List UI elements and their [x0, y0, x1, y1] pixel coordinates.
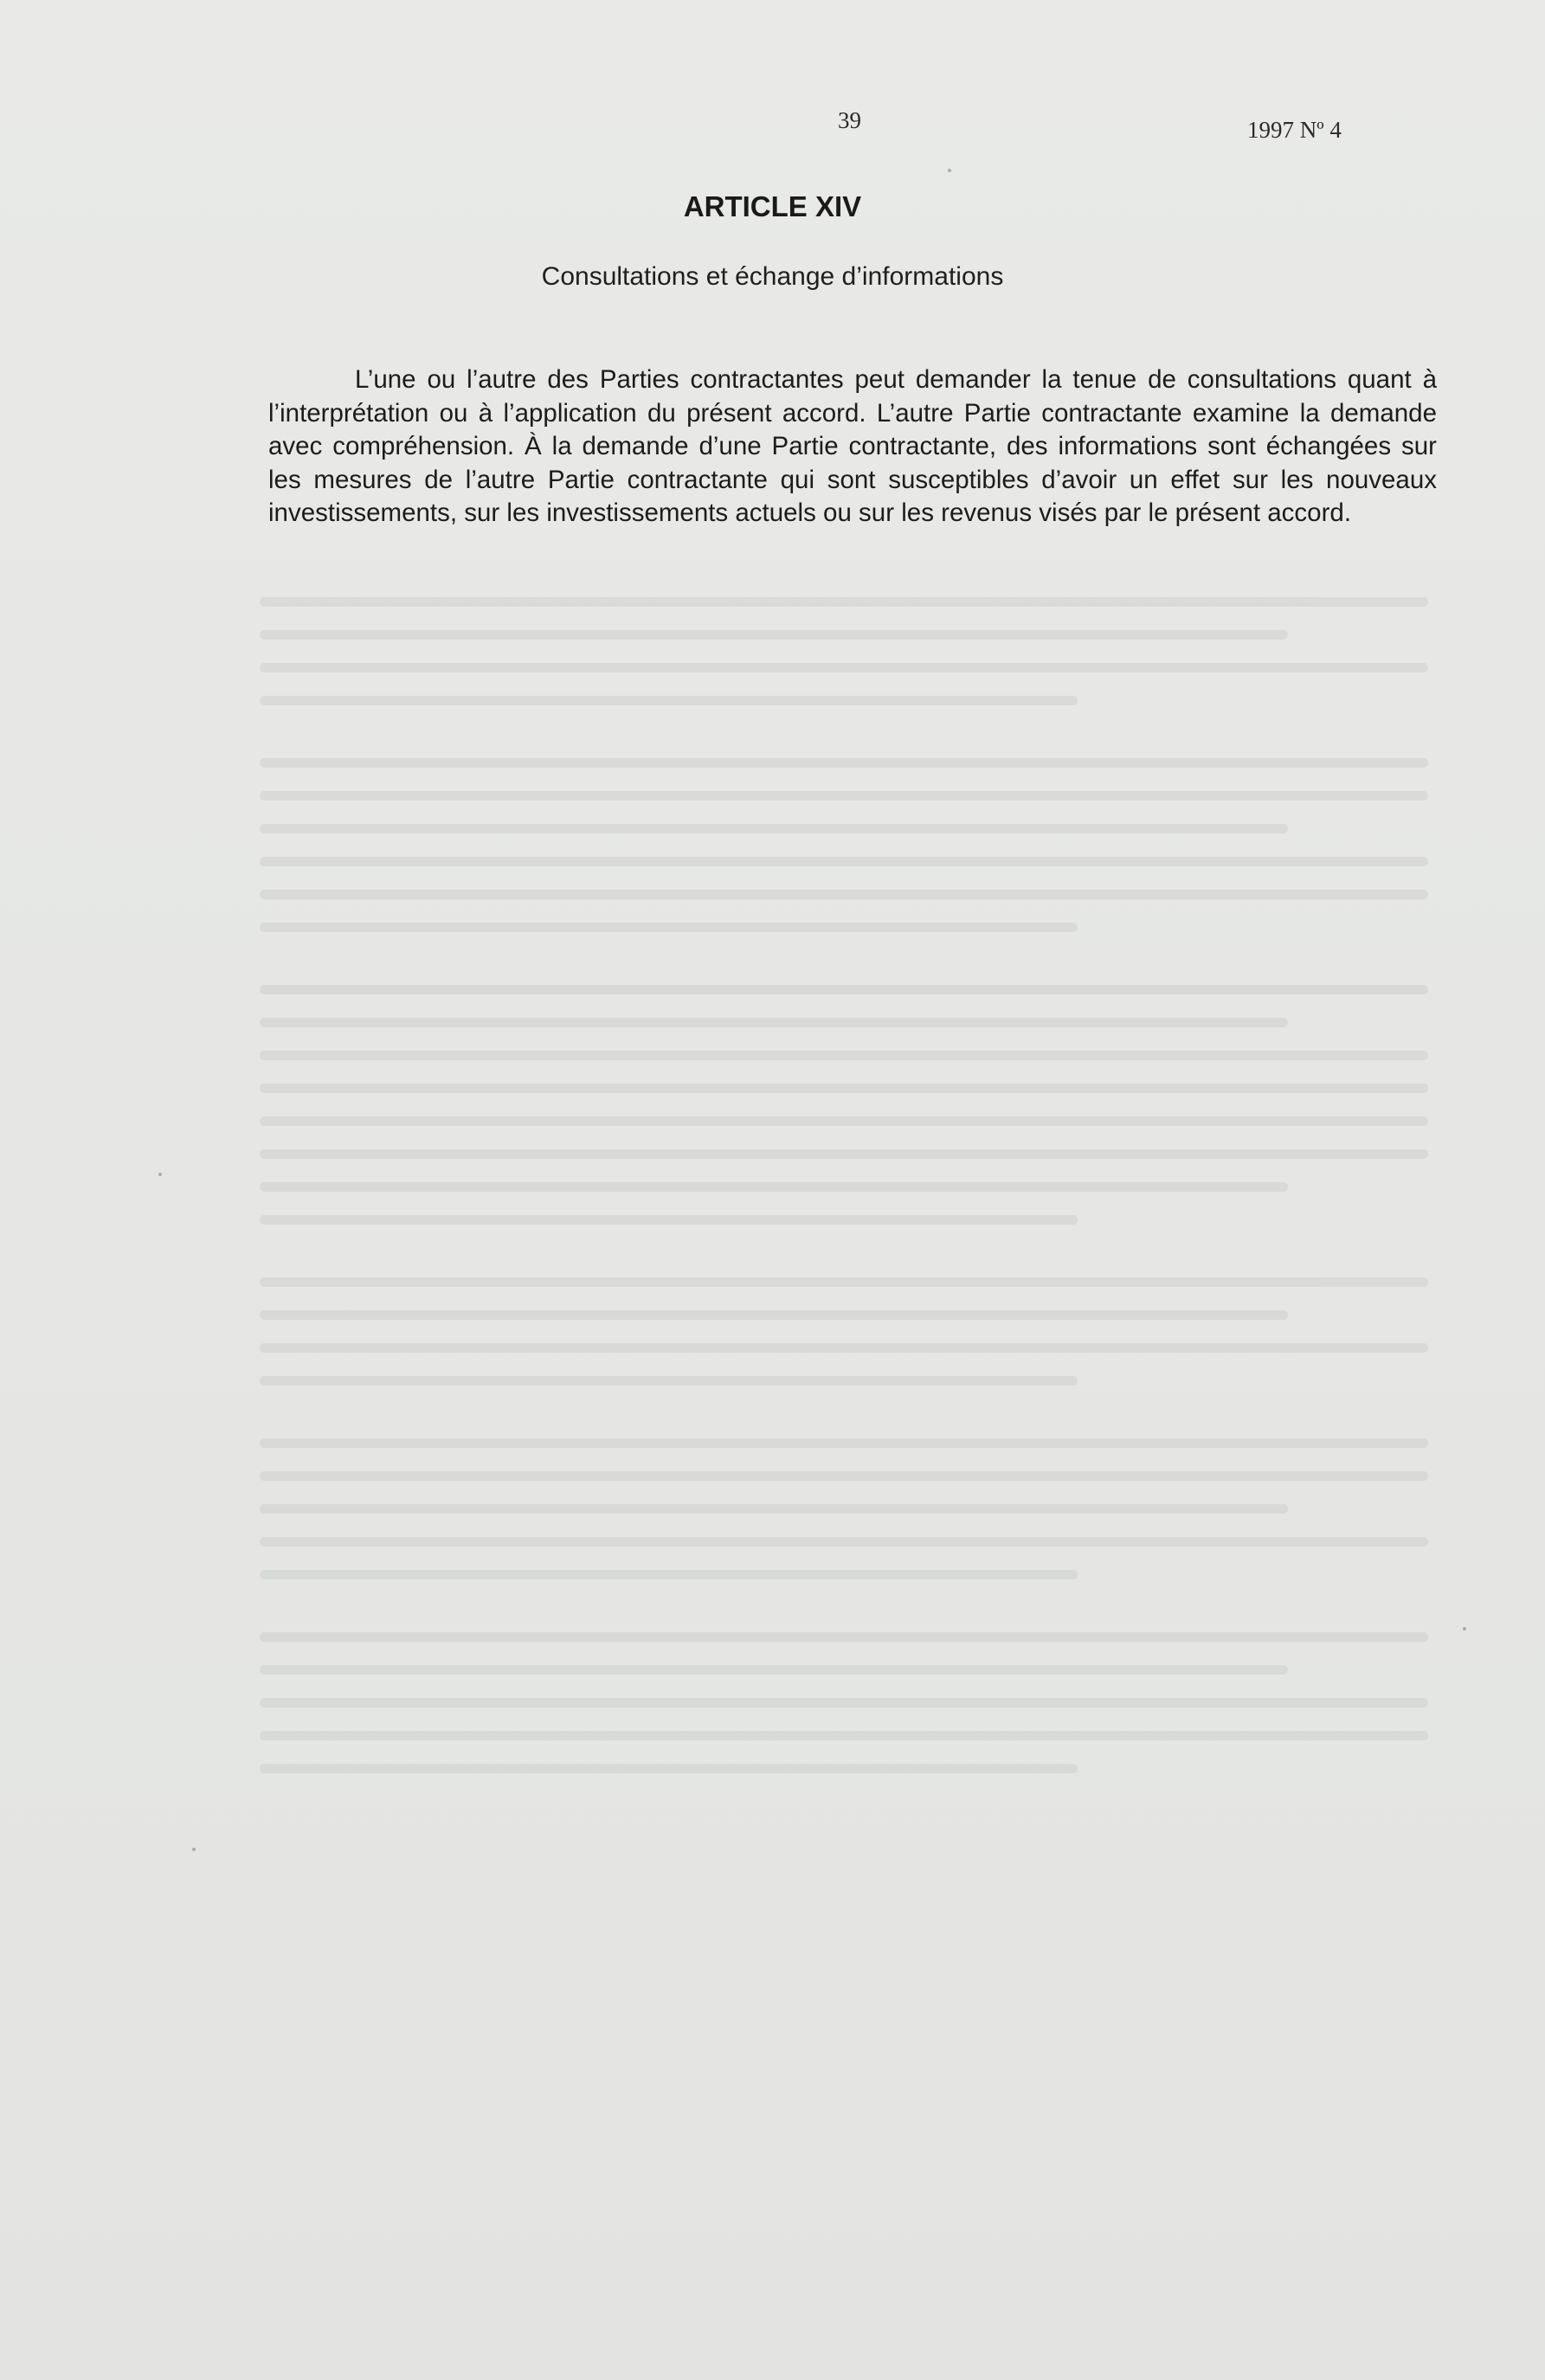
page-number: 39 [838, 107, 861, 133]
paper-speck [948, 169, 951, 172]
article-body-paragraph: L’une ou l’autre des Parties contractantes peut demander la tenue de consultations quant à l’interprétation ou à l’application du présent accord. L’autre Partie contractante examine la demande avec compréhension. À la demande d’une Partie contractante, des informations sont échangées sur les mesures de l’autre Partie contractante qui sont susceptibles d’avoir un effet sur les nouveaux investissements, sur les investissements actuels ou sur les revenus visés par le présent accord. [268, 365, 1437, 527]
show-through-texture [260, 597, 1428, 1797]
paper-speck [158, 1173, 162, 1176]
article-subtitle: Consultations et échange d’informations [541, 262, 1004, 291]
issue-reference: 1997 Nº 4 [1247, 117, 1342, 143]
paper-speck [1463, 1627, 1466, 1631]
paper-speck [192, 1848, 196, 1851]
article-title: ARTICLE XIV [683, 190, 862, 222]
